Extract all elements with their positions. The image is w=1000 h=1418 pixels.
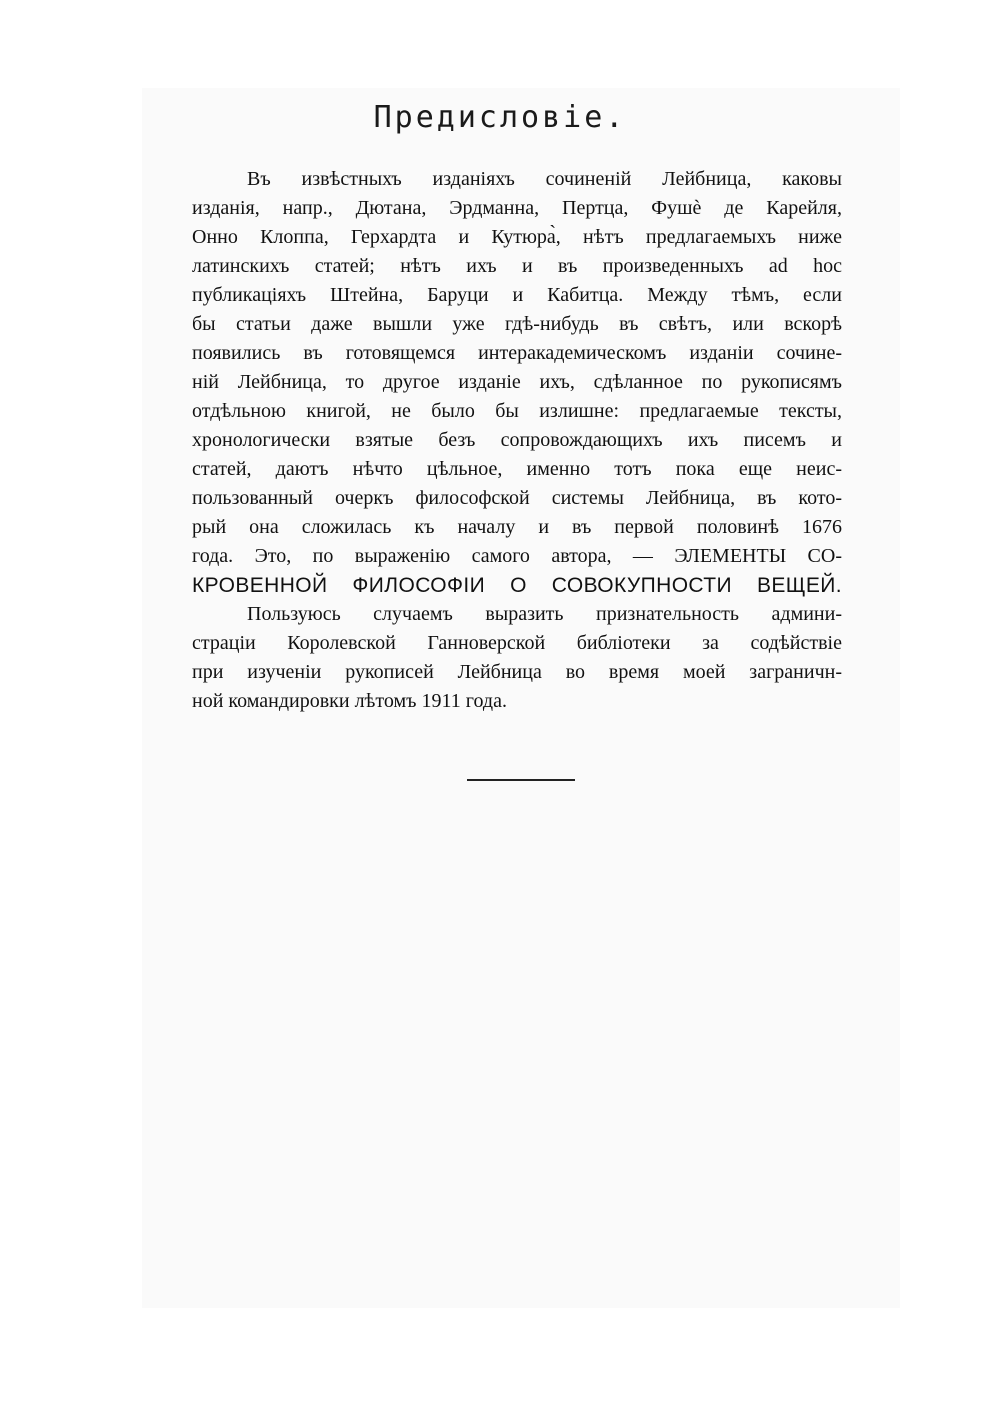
text-line: Въ извѣстныхъ изданіяхъ сочиненій Лейбница, каковы (247, 168, 842, 190)
text-line: рый она сложилась къ началу и въ первой половинѣ 1676 (192, 516, 842, 538)
text-line: появились въ готовящемся интеракадемическомъ изданіи сочине- (192, 342, 842, 364)
text-line: статей, даютъ нѣчто цѣльное, именно тотъ пока еще неис- (192, 458, 842, 480)
section-divider (467, 779, 575, 781)
preface-body (192, 165, 842, 716)
text-line: бы статьи даже вышли уже гдѣ-нибудь въ свѣтъ, или вскорѣ (192, 313, 842, 335)
text-line: пользованный очеркъ философской системы Лейбница, въ кото- (192, 487, 842, 509)
text-line: при изученіи рукописей Лейбница во время моей заграничн- (192, 661, 842, 683)
text-line: года. Это, по выраженію самого автора, — ЭЛЕМЕНТЫ СО- (192, 545, 842, 567)
text-line: латинскихъ статей; нѣтъ ихъ и въ произведенныхъ ad hoc (192, 255, 842, 277)
text-line: страціи Королевской Ганноверской библіотеки за содѣйствіе (192, 632, 842, 654)
text-line: отдѣльною книгой, не было бы излишне: предлагаемые тексты, (192, 400, 842, 422)
text-line: публикаціяхъ Штейна, Баруци и Кабитца. Между тѣмъ, если (192, 284, 842, 306)
text-line: ной командировки лѣтомъ 1911 года. (192, 690, 507, 712)
text-line: Пользуюсь случаемъ выразить признательность админи- (247, 603, 842, 625)
text-line: хронологически взятые безъ сопровождающихъ ихъ писемъ и (192, 429, 842, 451)
text-line-emphasis: КРОВЕННОЙ ФИЛОСОФІИ О СОВОКУПНОСТИ ВЕЩЕЙ. (192, 574, 842, 597)
text-line: Онно Клоппа, Герхардта и Кутюра̀, нѣтъ предлагаемыхъ ниже (192, 226, 842, 248)
page-title: Предисловіе. (373, 100, 627, 135)
text-line: изданія, напр., Дютана, Эрдманна, Пертца, Фушѐ де Карейля, (192, 197, 842, 219)
text-line: ній Лейбница, то другое изданіе ихъ, сдѣланное по рукописямъ (192, 371, 842, 393)
